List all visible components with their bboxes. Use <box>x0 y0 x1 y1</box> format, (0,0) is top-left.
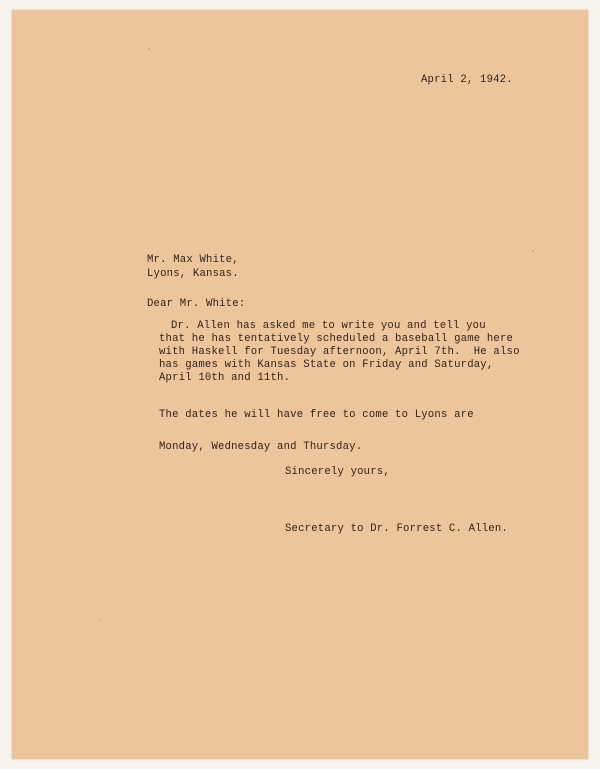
paper-speck <box>148 48 150 50</box>
paper-speck <box>100 620 102 621</box>
salutation: Dear Mr. White: <box>147 298 246 310</box>
paragraph-2-line: Monday, Wednesday and Thursday. <box>159 440 363 453</box>
body-paragraph-2 <box>159 389 474 474</box>
paragraph-1-line: that he has tentatively scheduled a baseball game here <box>159 333 514 345</box>
paragraph-1-line: April 10th and 11th. <box>159 372 291 384</box>
closing: Sincerely yours, <box>285 466 390 478</box>
letter-date: April 2, 1942. <box>421 74 513 86</box>
paper-speck <box>532 250 534 252</box>
paragraph-1-line: with Haskell for Tuesday afternoon, April 7th. He also <box>159 346 520 358</box>
paragraph-1-line: Dr. Allen has asked me to write you and tell you <box>171 320 486 332</box>
recipient-location: Lyons, Kansas. <box>147 268 239 280</box>
letter-page <box>12 10 588 759</box>
signature-line: Secretary to Dr. Forrest C. Allen. <box>285 523 508 535</box>
paragraph-2-line: The dates he will have free to come to Lyons are <box>159 409 474 422</box>
recipient-name: Mr. Max White, <box>147 254 239 266</box>
paragraph-1-line: has games with Kansas State on Friday and Saturday, <box>159 359 494 371</box>
body-paragraph-1 <box>159 320 520 395</box>
